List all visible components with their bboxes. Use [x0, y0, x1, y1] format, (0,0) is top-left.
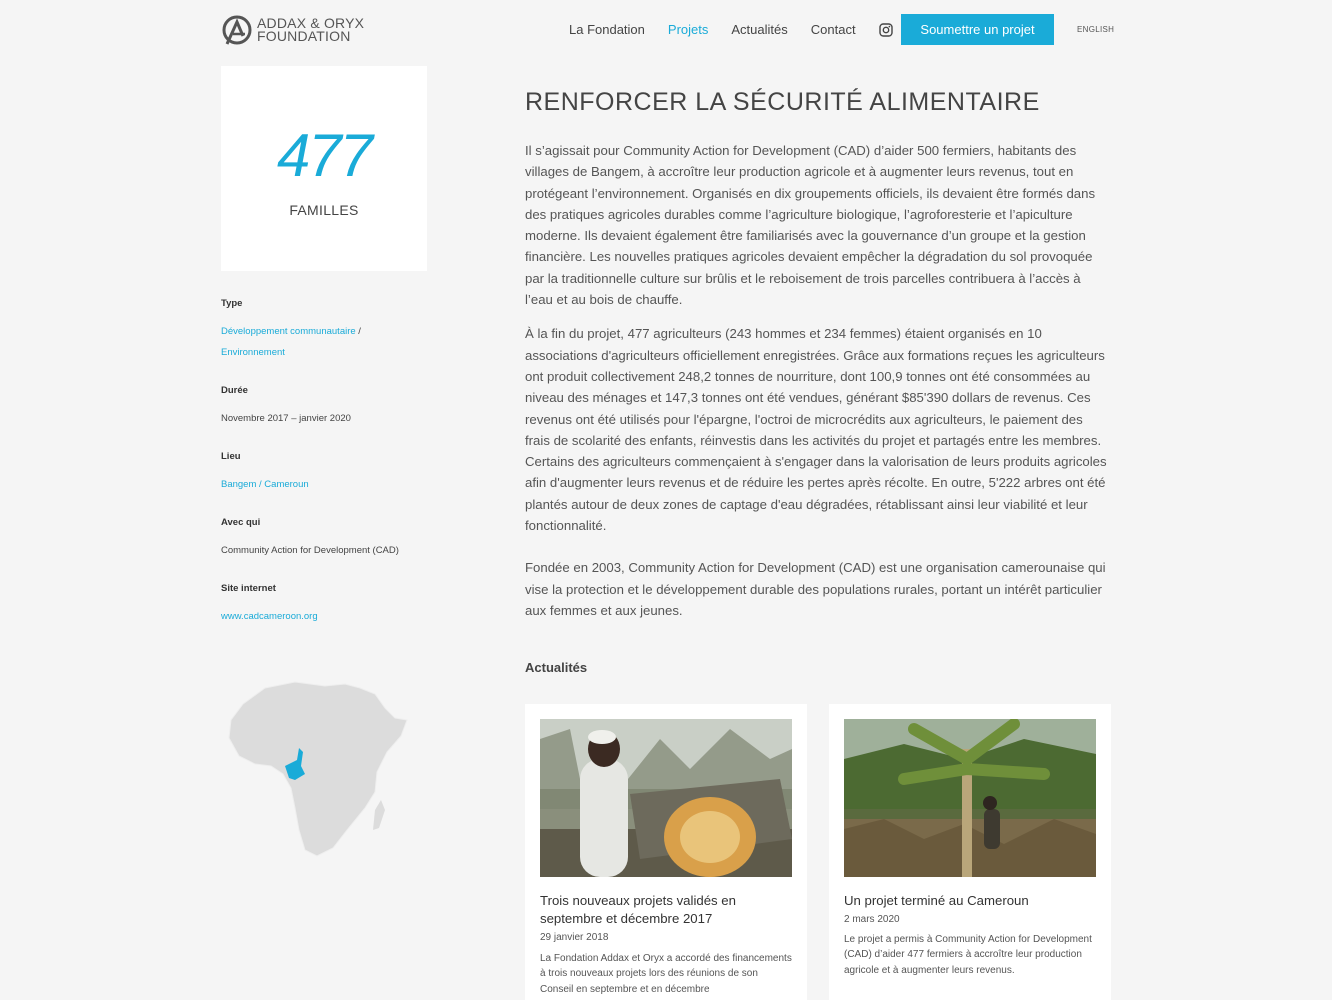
site-header	[0, 0, 1332, 60]
instagram-icon[interactable]	[879, 23, 893, 37]
nav-contact[interactable]: Contact	[810, 22, 856, 37]
page-title: RENFORCER LA SÉCURITÉ ALIMENTAIRE	[525, 88, 1040, 116]
meta-duration-value: Novembre 2017 – janvier 2020	[221, 413, 351, 424]
stat-label: FAMILLES	[289, 202, 359, 218]
meta-duration	[221, 385, 461, 429]
project-description	[525, 140, 1110, 634]
meta-duration-label: Durée	[221, 385, 248, 396]
meta-website-label: Site internet	[221, 583, 276, 594]
logo-line-1: ADDAX & ORYX	[257, 15, 365, 31]
type-separator: /	[355, 326, 361, 337]
beneficiaries-stat-card	[221, 66, 427, 271]
news-image-banana-farm-icon[interactable]	[844, 719, 1096, 877]
meta-place	[221, 451, 461, 495]
news-card[interactable]	[829, 704, 1111, 1000]
meta-partner-label: Avec qui	[221, 517, 261, 528]
meta-partner	[221, 517, 461, 561]
news-heading: Actualités	[525, 660, 588, 675]
addax-oryx-logo-icon	[221, 14, 253, 46]
website-link[interactable]: www.cadcameroon.org	[221, 611, 318, 622]
africa-map-icon	[225, 680, 411, 860]
nav-projets[interactable]: Projets	[667, 22, 709, 37]
news-title[interactable]: Un projet terminé au Cameroun	[844, 893, 1029, 908]
project-meta	[221, 298, 461, 649]
news-excerpt: Le projet a permis à Community Action for Development (CAD) d’aider 477 fermiers à accroître leur production agricole et à augmenter leurs revenus.	[844, 934, 1092, 976]
type-link-environment[interactable]: Environnement	[221, 347, 285, 358]
nav-actualites[interactable]: Actualités	[731, 22, 788, 37]
description-paragraph-3: Fondée en 2003, Community Action for Development (CAD) est une organisation camerounaise qui vise la protection et le développement durable des populations rurales, portant un intérêt particulier aux femmes et aux jeunes.	[525, 560, 1106, 618]
news-date: 29 janvier 2018	[540, 932, 609, 943]
meta-website	[221, 583, 461, 627]
news-title[interactable]: Trois nouveaux projets validés en septembre et décembre 2017	[540, 893, 736, 926]
meta-type-value	[221, 321, 461, 363]
news-image-man-log-icon[interactable]	[540, 719, 792, 877]
meta-place-label: Lieu	[221, 451, 241, 462]
nav-la-fondation[interactable]: La Fondation	[569, 22, 645, 37]
language-switch-english[interactable]: ENGLISH	[1077, 25, 1115, 34]
submit-project-button[interactable]: Soumettre un projet	[901, 14, 1054, 45]
type-link-community-development[interactable]: Développement communautaire	[221, 326, 356, 337]
meta-type-label: Type	[221, 298, 243, 309]
description-paragraph-1: Il s’agissait pour Community Action for Development (CAD) d’aider 500 fermiers, habitants des villages de Bangem, à accroître leur production agricole et à augmenter leurs revenus, tout en protégeant l’environnement. Organisés en dix groupements officiels, ils devaient être formés dans des pratiques agricoles durables comme l’agriculture biologique, l’agroforesterie et l’apiculture moderne. Ils devaient également être familiarisés avec la gouvernance d’un groupe et la gestion financière. Les nouvelles pratiques agricoles devaient empêcher la dégradation du sol provoquée par la traditionnelle culture sur brûlis et le reboisement de trois parcelles contribuera à l’accès à l’eau et au bois de chauffe.	[525, 143, 1096, 308]
main-nav	[569, 14, 921, 45]
place-link[interactable]: Bangem / Cameroun	[221, 479, 309, 490]
stat-number: 477	[276, 122, 372, 189]
logo-line-2: FOUNDATION	[257, 28, 351, 44]
logo-text	[257, 17, 364, 43]
news-date: 2 mars 2020	[844, 914, 900, 925]
meta-type	[221, 298, 461, 363]
news-card[interactable]	[525, 704, 807, 1000]
news-excerpt: La Fondation Addax et Oryx a accordé des financements à trois nouveaux projets lors des réunions de son Conseil en septembre et en décembre	[540, 953, 792, 995]
description-paragraph-2: À la fin du projet, 477 agriculteurs (243 hommes et 234 femmes) étaient organisés en 10 associations d'agriculteurs officiellement enregistrées. Grâce aux formations reçues les agriculteurs ont produit collectivement 248,2 tonnes de nourriture, dont 100,9 tonnes ont été consommées au niveau des ménages et 147,3 tonnes ont été vendues, générant $85'390 dollars de revenus. Ces revenus ont été utilisés pour l'épargne, l'octroi de microcrédits aux agriculteurs, le paiement des frais de scolarité des enfants, réinvestis dans les activités du projet et partagés entre les membres. Certains des agriculteurs commençaient à s'engager dans la valorisation de leurs produits agricoles afin d'augmenter leurs revenus et de réduire les pertes après récolte. En outre, 5'222 arbres ont été plantés autour de deux zones de captage d'eau dégradées, rétablissant ainsi leur viabilité et leur fonctionnalité.	[525, 326, 1107, 534]
site-logo[interactable]	[221, 14, 364, 46]
meta-partner-value: Community Action for Development (CAD)	[221, 545, 399, 556]
